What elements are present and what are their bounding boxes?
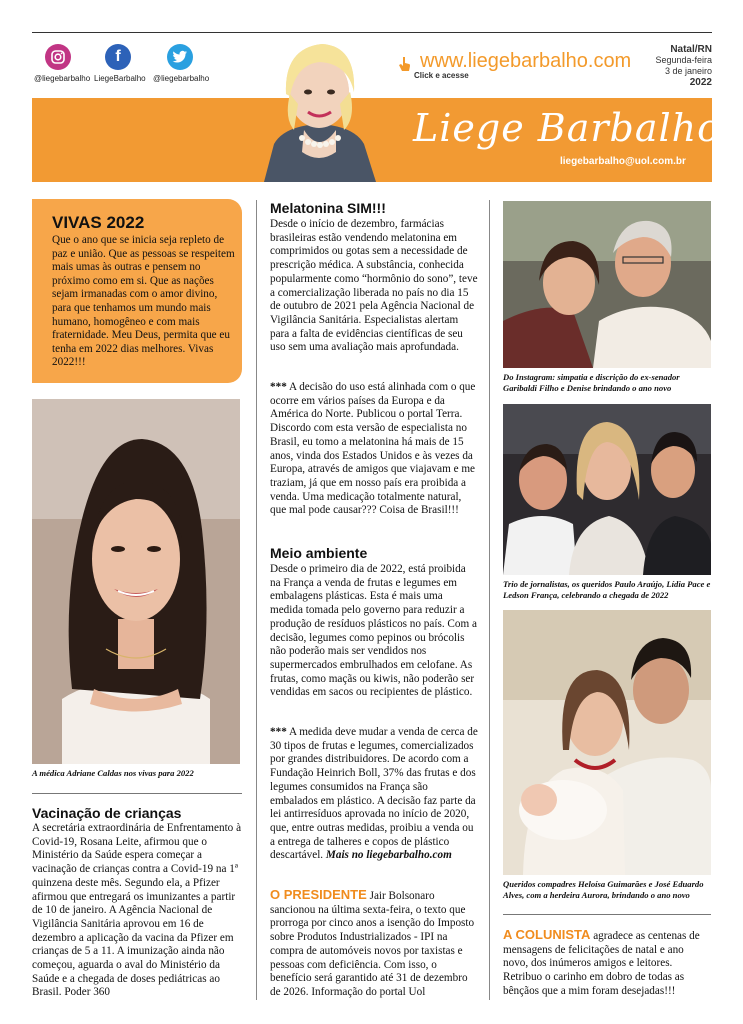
meio-ambiente-title: Meio ambiente (270, 545, 368, 561)
vivas-box (32, 199, 242, 383)
melatonina-p1: Desde o início de dezembro, farmácias brasileiras estão vendendo melatonina em comprimidos ou gotas sem a necessidade de prescrição médica. A substância, conhecida popularmente como “hormônio do sono”, teve a comercialização liberada no país no dia 15 de outubro de 2021 pela Agência Nacional de Vigilância Sanitária. Especialistas alertam para a falta de evidências científicas de seu uso sem uma avaliação mais aprofundada. (270, 218, 478, 354)
presidente-text: Jair Bolsonaro sancionou na última sexta-feira, o texto que prorroga por cinco anos a isenção do Imposto sobre Produtos Industrializados - IPI na compra de automóveis novos por taxistas e pessoas com deficiência. Com isso, o benefício será garantido até 31 de dezembro de 2026. Informação do portal Uol (270, 890, 475, 998)
edition-date (655, 44, 712, 88)
edition-day: 3 de janeiro (664, 66, 712, 76)
column-rule-right (489, 200, 490, 1000)
presidente-lead: O PRESIDENTE (270, 887, 367, 902)
colunista-note (503, 928, 711, 999)
instagram-handle: @liegebarbalho (34, 74, 91, 83)
melatonina-mark: *** (270, 381, 287, 393)
more-link[interactable]: Mais no liegebarbalho.com (323, 849, 452, 862)
facebook-handle: LiegeBarbalho (94, 74, 146, 83)
columnist-email[interactable]: liegebarbalho@uol.com.br (560, 156, 686, 167)
vacinacao-text: A secretária extraordinária de Enfrentamento à Covid-19, Rosana Leite, afirmou que o Ministério da Saúde espera começar a vacinação de crianças contra a Covid-19 na 1ª quinzena deste mês. Segundo ela, a Pfizer afirmou que entregará os imunizantes a partir de 10 de janeiro. A Agência Nacional de Vigilância Sanitária aprovou em 16 de dezembro a aplicação da vacina da Pfizer em crianças de 5 a 11. A imunização ainda não começou, aguarda o aval do Ministério da Saúde e a chegada de doses pediátricas ao Brasil. Poder 360 (32, 822, 242, 999)
presidente-note (270, 888, 478, 1000)
header-rule (32, 32, 712, 33)
melatonina-p2-text: A decisão do uso está alinhada com o que ocorre em vários países da Europa e da América do Norte. Publicou o portal Terra. Discordo com esta versão de especialista no Brasil, eu tomo a melatonina há mais de 15 anos, vinda dos Estados Unidos e às vezes da Europa, através de amigos que viajavam e me traziam, já que em nosso país era proibida a venda. Uma medicação totalmente natural, que mal pode causar??? Coisa de Brasil!!! (270, 381, 476, 517)
right-divider (503, 914, 711, 915)
photo-right-caption-2: Trio de jornalistas, os queridos Paulo Araújo, Lídia Pace e Ledson França, celebrando a chegada de 2022 (503, 579, 711, 600)
melatonina-p2 (270, 381, 478, 518)
instagram-link[interactable] (34, 44, 91, 83)
photo-garibaldi-denise (503, 201, 711, 368)
photo-right-caption-1: Do Instagram: simpatia e discrição do ex-senador Garibaldi Filho e Denise brindando o ano novo (503, 372, 680, 393)
column-brand-title: Liege Barbalho (413, 106, 721, 150)
left-divider (32, 793, 242, 794)
pointer-icon (398, 56, 412, 76)
twitter-link[interactable] (153, 44, 210, 83)
instagram-icon (45, 44, 71, 70)
twitter-icon (167, 44, 193, 70)
website-link[interactable]: www.liegebarbalho.com (420, 50, 632, 72)
colunista-text: agradece as centenas de mensagens de felicitações de natal e ano novo, dos inúmeros amigos e leitores. Retribuo o carinho em dobro de todas as bênçãos que a mim foram desejadas!!! (503, 930, 700, 997)
vivas-title: VIVAS 2022 (52, 213, 145, 232)
photo-right-caption-3: Queridos compadres Heloísa Guimarães e José Eduardo Alves, com a herdeira Aurora, brindando o ano novo (503, 879, 704, 900)
colunista-lead: A COLUNISTA (503, 927, 591, 942)
edition-weekday: Segunda-feira (655, 55, 712, 65)
melatonina-title: Melatonina SIM!!! (270, 200, 386, 216)
meio-ambiente-p2-text: A medida deve mudar a venda de cerca de 30 tipos de frutas e legumes, comercializados por grandes distribuidores. De acordo com a Fundação Heinrich Boll, 37% das frutas e dos legumes consumidos na França são embalados em plástico. A decisão faz parte da lei antirresíduos aprovada no início de 2020, que, entre outras medidas, proibiu a venda ou a entrega de talheres e copos de plástico descartável. (270, 726, 478, 862)
columnist-portrait-front (244, 34, 394, 182)
photo-heloisa-jose-aurora (503, 610, 711, 875)
meio-ambiente-p1: Desde o primeiro dia de 2022, está proibida na França a venda de frutas e legumes em embalagens plásticas. Esta é mais uma medida tomada pelo governo para reduzir a produção de resíduos plásticos no país. Com a decisão, legumes como pepinos ou brócolis não poderão mais ser vendidos nos supermercados embrulhados em celofane. As frutas, como maçãs ou kiwis, não poderão ser vendidas em sacos ou recipientes de plástico. (270, 563, 477, 699)
facebook-link[interactable] (94, 44, 146, 83)
vacinacao-title: Vacinação de crianças (32, 805, 182, 821)
photo-left-caption: A médica Adriane Caldas nos vivas para 2022 (32, 768, 194, 778)
vivas-text: Que o ano que se inicia seja repleto de paz e união. Que as pessoas se respeitem mais umas às outras e pensem no próximo como em si. Que as nações sejam irmanadas com o amor divino, para que tenhamos um mundo mais humano, homogêneo e com mais fraternidade. Meu Deus, permita que eu tenha em 2022 dias melhores. Vivas 2022!!! (52, 234, 235, 369)
edition-year: 2022 (689, 77, 712, 88)
twitter-handle: @liegebarbalho (153, 74, 210, 83)
meio-ambiente-p2 (270, 726, 478, 863)
facebook-icon: f (105, 44, 131, 70)
photo-trio-jornalistas (503, 404, 711, 575)
column-rule-left (256, 200, 257, 1000)
photo-adriane-caldas (32, 399, 240, 764)
meio-ambiente-mark: *** (270, 726, 287, 738)
website-subtitle: Click e acesse (414, 71, 469, 80)
edition-city: Natal/RN (670, 44, 712, 55)
